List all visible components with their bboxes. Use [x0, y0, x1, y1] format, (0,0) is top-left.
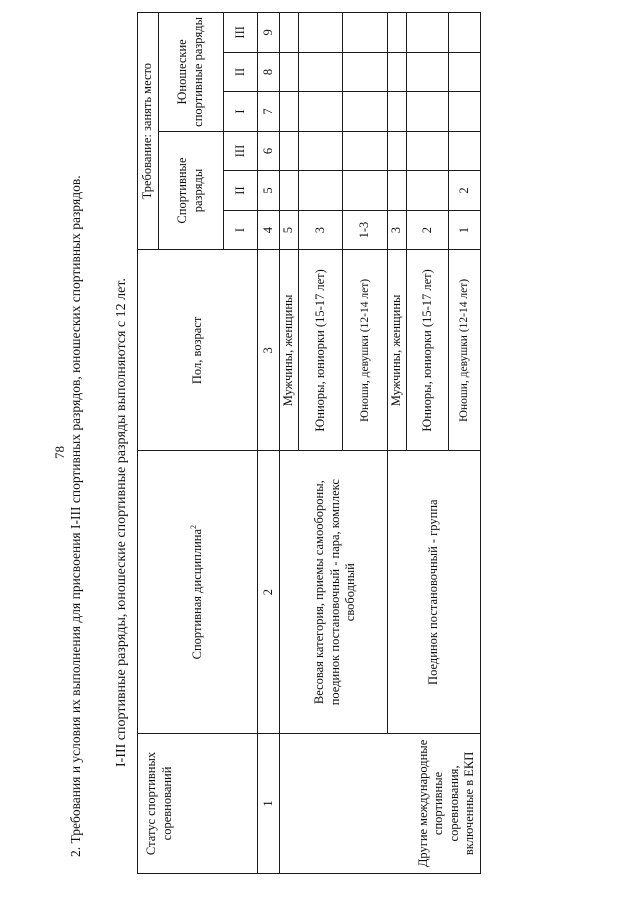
value-cell — [299, 131, 343, 171]
rank-header: I — [224, 210, 258, 250]
value-cell — [299, 13, 343, 53]
gender-cell: Юноши, девушки (12-14 лет) — [343, 250, 388, 451]
footnote-marker: 2 — [189, 525, 199, 529]
gender-cell: Юниоры, юниорки (15-17 лет) — [407, 250, 449, 451]
value-cell — [407, 92, 449, 132]
col-number: 9 — [258, 13, 280, 53]
value-cell — [280, 13, 299, 53]
value-cell — [449, 92, 481, 132]
col-number: 1 — [258, 733, 280, 873]
value-cell — [407, 131, 449, 171]
value-cell — [280, 92, 299, 132]
col-number: 3 — [258, 250, 280, 451]
value-cell: 2 — [449, 171, 481, 211]
value-cell — [299, 92, 343, 132]
discipline-cell: Поединок постановочный - группа — [388, 451, 481, 733]
value-cell — [449, 13, 481, 53]
gender-cell: Мужчины, женщины — [280, 250, 299, 451]
gender-cell: Юниоры, юниорки (15-17 лет) — [299, 250, 343, 451]
value-cell — [299, 52, 343, 92]
value-cell — [407, 13, 449, 53]
value-cell: 3 — [299, 210, 343, 250]
value-cell — [280, 131, 299, 171]
col-number: 2 — [258, 451, 280, 733]
col-number: 5 — [258, 171, 280, 211]
gender-cell: Юноши, девушки (12-14 лет) — [449, 250, 481, 451]
value-cell — [343, 171, 388, 211]
table-row — [280, 13, 299, 874]
value-cell — [449, 52, 481, 92]
value-cell — [407, 171, 449, 211]
value-cell: 2 — [407, 210, 449, 250]
discipline-cell: Весовая категория, приемы самообороны, поединок постановочный - пара, комплекс свободный — [280, 451, 388, 733]
requirements-table — [137, 12, 481, 874]
header-discipline — [138, 451, 258, 733]
header-youth-ranks: Юношеские спортивные разряды — [159, 13, 224, 132]
header-gender-age: Пол, возраст — [138, 250, 258, 451]
section-heading: 2. Требования и условия их выполнения для присвоения I-III спортивных разрядов, юношеских спортивных разрядов. — [68, 175, 83, 857]
value-cell — [388, 131, 407, 171]
value-cell — [343, 13, 388, 53]
col-number: 4 — [258, 210, 280, 250]
col-number: 8 — [258, 52, 280, 92]
gender-cell: Мужчины, женщины — [388, 250, 407, 451]
header-sport-ranks: Спортивные разряды — [159, 131, 224, 250]
col-number: 7 — [258, 92, 280, 132]
header-discipline-text: Спортивная дисциплина — [190, 529, 205, 660]
rank-header: III — [224, 13, 258, 53]
value-cell: 5 — [280, 210, 299, 250]
value-cell: 3 — [388, 210, 407, 250]
col-number: 6 — [258, 131, 280, 171]
value-cell — [343, 52, 388, 92]
value-cell — [343, 92, 388, 132]
value-cell — [299, 171, 343, 211]
value-cell: 1-3 — [343, 210, 388, 250]
page-number: 78 — [52, 446, 67, 459]
rank-header: I — [224, 92, 258, 132]
value-cell — [449, 131, 481, 171]
rank-header: II — [224, 52, 258, 92]
rank-header: III — [224, 131, 258, 171]
value-cell — [280, 171, 299, 211]
value-cell — [343, 131, 388, 171]
value-cell — [388, 92, 407, 132]
value-cell: 1 — [449, 210, 481, 250]
value-cell — [388, 171, 407, 211]
value-cell — [280, 52, 299, 92]
rank-header: II — [224, 171, 258, 211]
value-cell — [407, 52, 449, 92]
table-title: I-III спортивные разряды, юношеские спортивные разряды выполняются с 12 лет. — [114, 278, 129, 767]
value-cell — [388, 52, 407, 92]
status-cell: Другие международные спортивные соревнования, включенные в ЕКП — [280, 733, 481, 873]
value-cell — [388, 13, 407, 53]
header-status: Статус спортивных соревнований — [138, 733, 258, 873]
header-requirement: Требование: занять место — [138, 13, 159, 250]
